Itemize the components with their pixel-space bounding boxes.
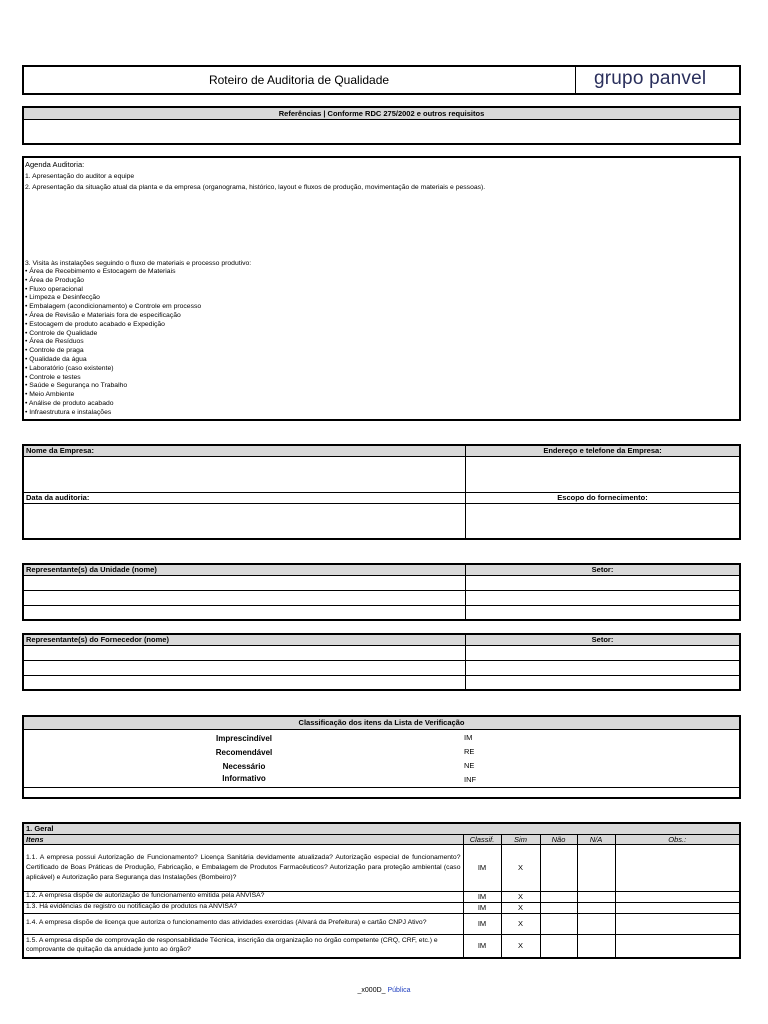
table-row	[23, 844, 740, 891]
company-table	[22, 444, 741, 540]
checklist-table	[22, 822, 741, 959]
supplier-rep-name-field[interactable]	[23, 675, 466, 690]
classification-code-re: RE	[464, 747, 475, 756]
col-items: Itens	[23, 834, 463, 844]
checklist-na-cell[interactable]	[577, 891, 615, 902]
agenda-item-2: 2. Apresentação da situação atual da planta e da empresa (organograma, histórico, layout e fluxos de produção, movimentação de materiais e pessoas).	[25, 184, 486, 191]
header-divider	[575, 67, 576, 93]
classification-label-im: Imprescindível	[215, 734, 273, 743]
checklist-nao-cell[interactable]	[540, 913, 577, 934]
supplier-reps-table	[22, 633, 741, 691]
checklist-sim-cell[interactable]: X	[501, 902, 540, 913]
list-item: • Área de Revisão e Materiais fora de especificação	[25, 311, 181, 319]
checklist-obs-cell[interactable]	[615, 934, 740, 958]
references-box	[22, 106, 741, 145]
unit-rep-sector-field[interactable]	[466, 590, 741, 605]
col-sim: Sim	[501, 834, 540, 844]
checklist-na-cell[interactable]	[577, 902, 615, 913]
list-item: • Limpeza e Desinfecção	[25, 294, 100, 302]
header-box	[22, 65, 741, 95]
checklist-nao-cell[interactable]	[540, 902, 577, 913]
checklist-obs-cell[interactable]	[615, 891, 740, 902]
list-item: • Embalagem (acondicionamento) e Controle em processo	[25, 303, 202, 311]
classification-title: Classificação dos itens da Lista de Verificação	[24, 717, 739, 730]
checklist-item-text: 1.5. A empresa dispõe de comprovação de responsabilidade Técnica, inscrição da organização no órgão competente (CRQ, CRF, etc.) e comprovante de quitação da anuidade junto ao órgão?	[23, 934, 463, 958]
checklist-nao-cell[interactable]	[540, 844, 577, 891]
unit-rep-sector-field[interactable]	[466, 575, 741, 590]
col-obs: Obs.:	[615, 834, 740, 844]
checklist-na-cell[interactable]	[577, 913, 615, 934]
list-item: • Fluxo operacional	[25, 285, 83, 293]
unit-rep-sector-field[interactable]	[466, 605, 741, 620]
supplier-rep-name-field[interactable]	[23, 645, 466, 660]
unit-rep-name-field[interactable]	[23, 590, 466, 605]
company-address-label: Endereço e telefone da Empresa:	[466, 445, 741, 456]
scope-label: Escopo do fornecimento:	[466, 492, 741, 503]
checklist-item-text: 1.4. A empresa dispõe de licença que autoriza o funcionamento das atividades exercidas (Alvará da Prefeitura) e cartão CNPJ Ativo?	[23, 913, 463, 934]
table-row	[23, 913, 740, 934]
checklist-sim-cell[interactable]: X	[501, 913, 540, 934]
classification-code-inf: INF	[464, 775, 477, 784]
supplier-sector-label: Setor:	[466, 634, 741, 645]
list-item: • Área de Produção	[25, 276, 85, 284]
audit-date-label: Data da auditoria:	[23, 492, 466, 503]
unit-reps-label: Representante(s) da Unidade (nome)	[23, 564, 466, 575]
scope-field[interactable]	[466, 503, 741, 539]
classification-label-re: Recomendável	[215, 748, 273, 757]
table-row	[23, 934, 740, 958]
checklist-obs-cell[interactable]	[615, 902, 740, 913]
checklist-item-text: 1.2. A empresa dispõe de autorização de funcionamento emitida pela ANVISA?	[23, 891, 463, 902]
classification-label-inf: Informativo	[222, 774, 266, 783]
list-item: • Controle de praga	[25, 347, 84, 355]
footer-code: _x000D_	[357, 987, 386, 994]
checklist-item-text: 1.3. Há evidências de registro ou notificação de produtos na ANVISA?	[23, 902, 463, 913]
list-item: • Qualidade da água	[25, 355, 87, 363]
supplier-rep-sector-field[interactable]	[466, 675, 741, 690]
list-item: • Meio Ambiente	[25, 391, 75, 399]
checklist-sim-cell[interactable]: X	[501, 934, 540, 958]
checklist-sim-cell[interactable]: X	[501, 844, 540, 891]
checklist-section-title: 1. Geral	[23, 823, 740, 834]
references-header: Referências | Conforme RDC 275/2002 e outros requisitos	[24, 108, 739, 120]
table-row	[23, 891, 740, 902]
list-item: • Estocagem de produto acabado e Expedição	[25, 320, 165, 328]
checklist-classif: IM	[463, 913, 501, 934]
checklist-na-cell[interactable]	[577, 844, 615, 891]
checklist-sim-cell[interactable]: X	[501, 891, 540, 902]
list-item: • Saúde e Segurança no Trabalho	[25, 382, 128, 390]
list-item: • Análise de produto acabado	[25, 399, 114, 407]
list-item: • Infraestrutura e instalações	[25, 408, 112, 416]
company-address-field[interactable]	[466, 456, 741, 492]
col-na: N/A	[577, 834, 615, 844]
checklist-classif: IM	[463, 902, 501, 913]
list-item: • Laboratório (caso existente)	[25, 364, 114, 372]
unit-sector-label: Setor:	[466, 564, 741, 575]
unit-rep-name-field[interactable]	[23, 605, 466, 620]
checklist-obs-cell[interactable]	[615, 913, 740, 934]
checklist-nao-cell[interactable]	[540, 934, 577, 958]
audit-date-field[interactable]	[23, 503, 466, 539]
col-nao: Não	[540, 834, 577, 844]
checklist-obs-cell[interactable]	[615, 844, 740, 891]
list-item: • Controle e testes	[25, 373, 81, 381]
col-classif: Classif.	[463, 834, 501, 844]
supplier-reps-label: Representante(s) do Fornecedor (nome)	[23, 634, 466, 645]
unit-rep-name-field[interactable]	[23, 575, 466, 590]
unit-reps-table	[22, 563, 741, 621]
classification-divider	[24, 787, 739, 788]
classification-label: Pública	[387, 987, 411, 994]
supplier-rep-name-field[interactable]	[23, 660, 466, 675]
checklist-classif: IM	[463, 844, 501, 891]
classification-code-ne: NE	[464, 761, 475, 770]
company-name-label: Nome da Empresa:	[23, 445, 466, 456]
agenda-title: Agenda Auditoria:	[25, 160, 85, 169]
classification-code-im: IM	[464, 733, 473, 742]
company-name-field[interactable]	[23, 456, 466, 492]
classification-label-ne: Necessário	[222, 762, 266, 771]
list-item: • Controle de Qualidade	[25, 329, 98, 337]
supplier-rep-sector-field[interactable]	[466, 660, 741, 675]
checklist-nao-cell[interactable]	[540, 891, 577, 902]
page-title: Roteiro de Auditoria de Qualidade	[208, 73, 390, 87]
supplier-rep-sector-field[interactable]	[466, 645, 741, 660]
agenda-item-3: 3. Visita às instalações seguindo o fluxo de materiais e processo produtivo:	[25, 260, 252, 267]
checklist-classif: IM	[463, 934, 501, 958]
table-row	[23, 902, 740, 913]
checklist-classif: IM	[463, 891, 501, 902]
classification-box	[22, 715, 741, 799]
agenda-bullets	[25, 268, 201, 418]
grupo-panvel-logo: grupo panvel	[594, 68, 707, 89]
agenda-item-1: 1. Apresentação do auditor a equipe	[25, 173, 135, 180]
checklist-item-text: 1.1. A empresa possui Autorização de Funcionamento? Licença Sanitária devidamente atualizada? Autorização especial de funcionamento? Certificado de Boas Práticas de Produção, Fabricação, e Embalagem de Produtos Farmacêuticos? Autorização para proteção ambiental (caso aplicável) e Autorização para Segurança das Instalações (Bombeiro)?	[23, 844, 463, 891]
list-item: • Área de Resíduos	[25, 338, 84, 346]
list-item: • Área de Recebimento e Estocagem de Materiais	[25, 268, 176, 275]
agenda-box	[22, 156, 741, 421]
footer	[0, 987, 768, 994]
checklist-na-cell[interactable]	[577, 934, 615, 958]
